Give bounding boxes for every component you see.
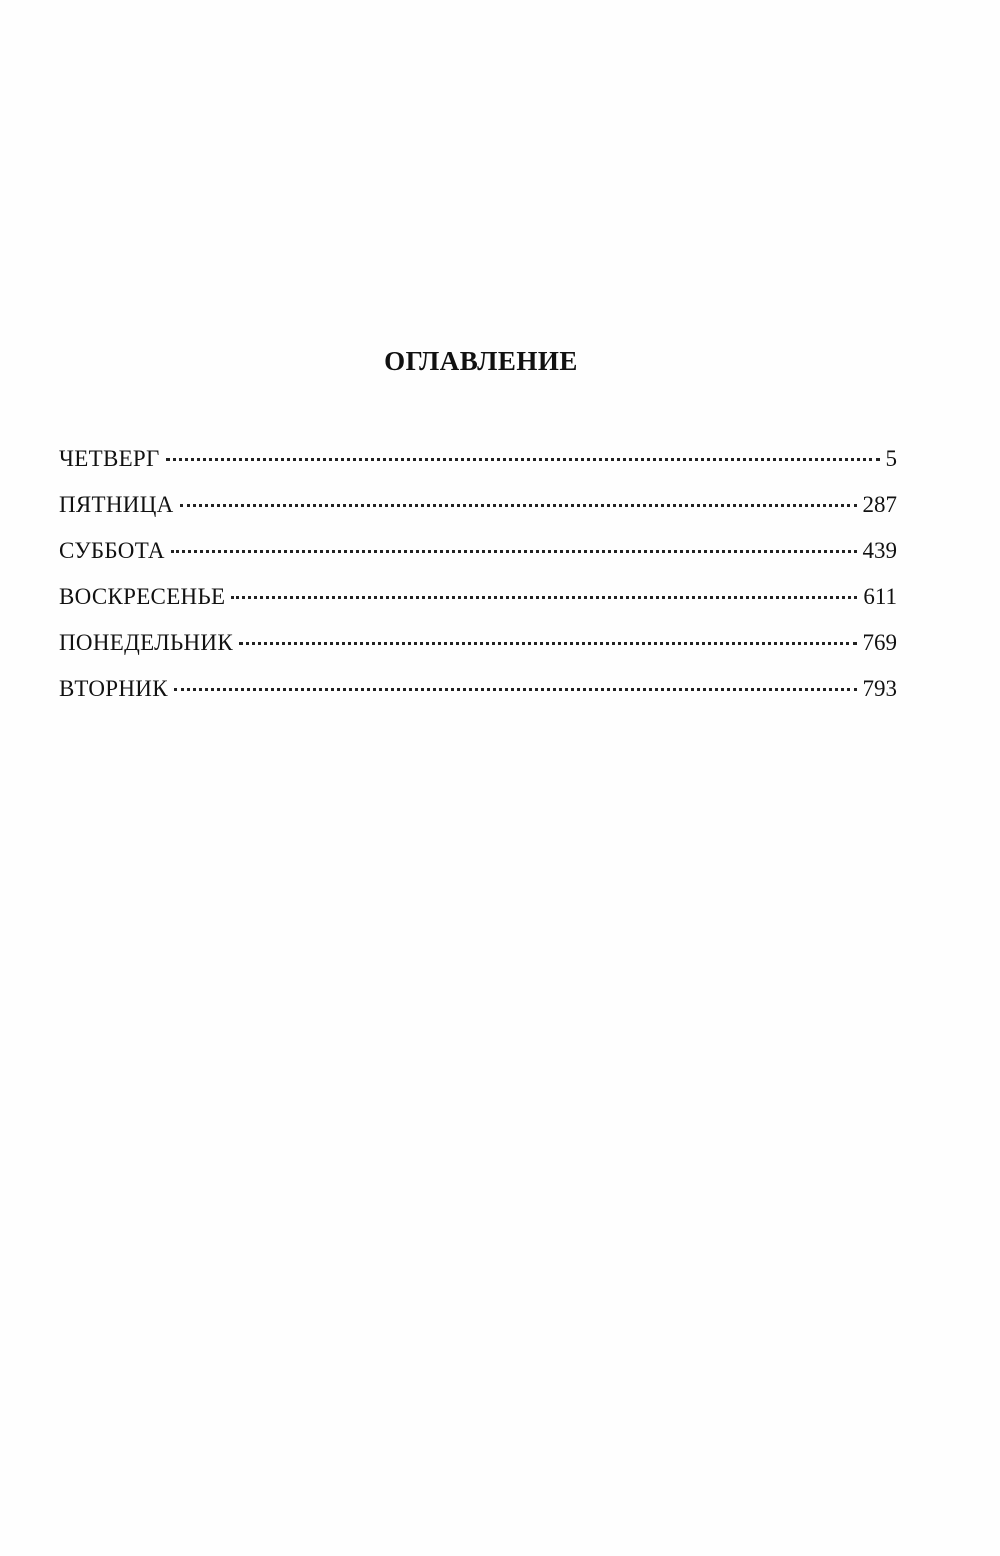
toc-entry-page: 5: [885, 446, 897, 471]
dot-leader: [231, 596, 857, 599]
dot-leader: [174, 688, 857, 691]
toc-entry: [59, 630, 897, 676]
toc-entry-page: 287: [862, 492, 897, 517]
toc-entry-label: ВОСКРЕСЕНЬЕ: [59, 584, 226, 609]
toc-entry: [59, 492, 897, 538]
toc-entry-label: ВТОРНИК: [59, 676, 168, 701]
toc-entry-label: ЧЕТВЕРГ: [59, 446, 160, 471]
toc-entry: [59, 538, 897, 584]
toc-list: [59, 446, 897, 722]
toc-entry-label: СУББОТА: [59, 538, 165, 563]
toc-entry-label: ПЯТНИЦА: [59, 492, 174, 517]
toc-entry: [59, 584, 897, 630]
toc-entry-page: 439: [862, 538, 897, 563]
toc-entry: [59, 446, 897, 492]
toc-entry-page: 611: [863, 584, 897, 609]
toc-entry-page: 769: [862, 630, 897, 655]
toc-entry: [59, 676, 897, 722]
toc-heading: ОГЛАВЛЕНИЕ: [384, 346, 578, 376]
dot-leader: [166, 458, 880, 461]
dot-leader: [171, 550, 857, 553]
toc-entry-label: ПОНЕДЕЛЬНИК: [59, 630, 233, 655]
dot-leader: [180, 504, 857, 507]
dot-leader: [239, 642, 857, 645]
toc-entry-page: 793: [862, 676, 897, 701]
